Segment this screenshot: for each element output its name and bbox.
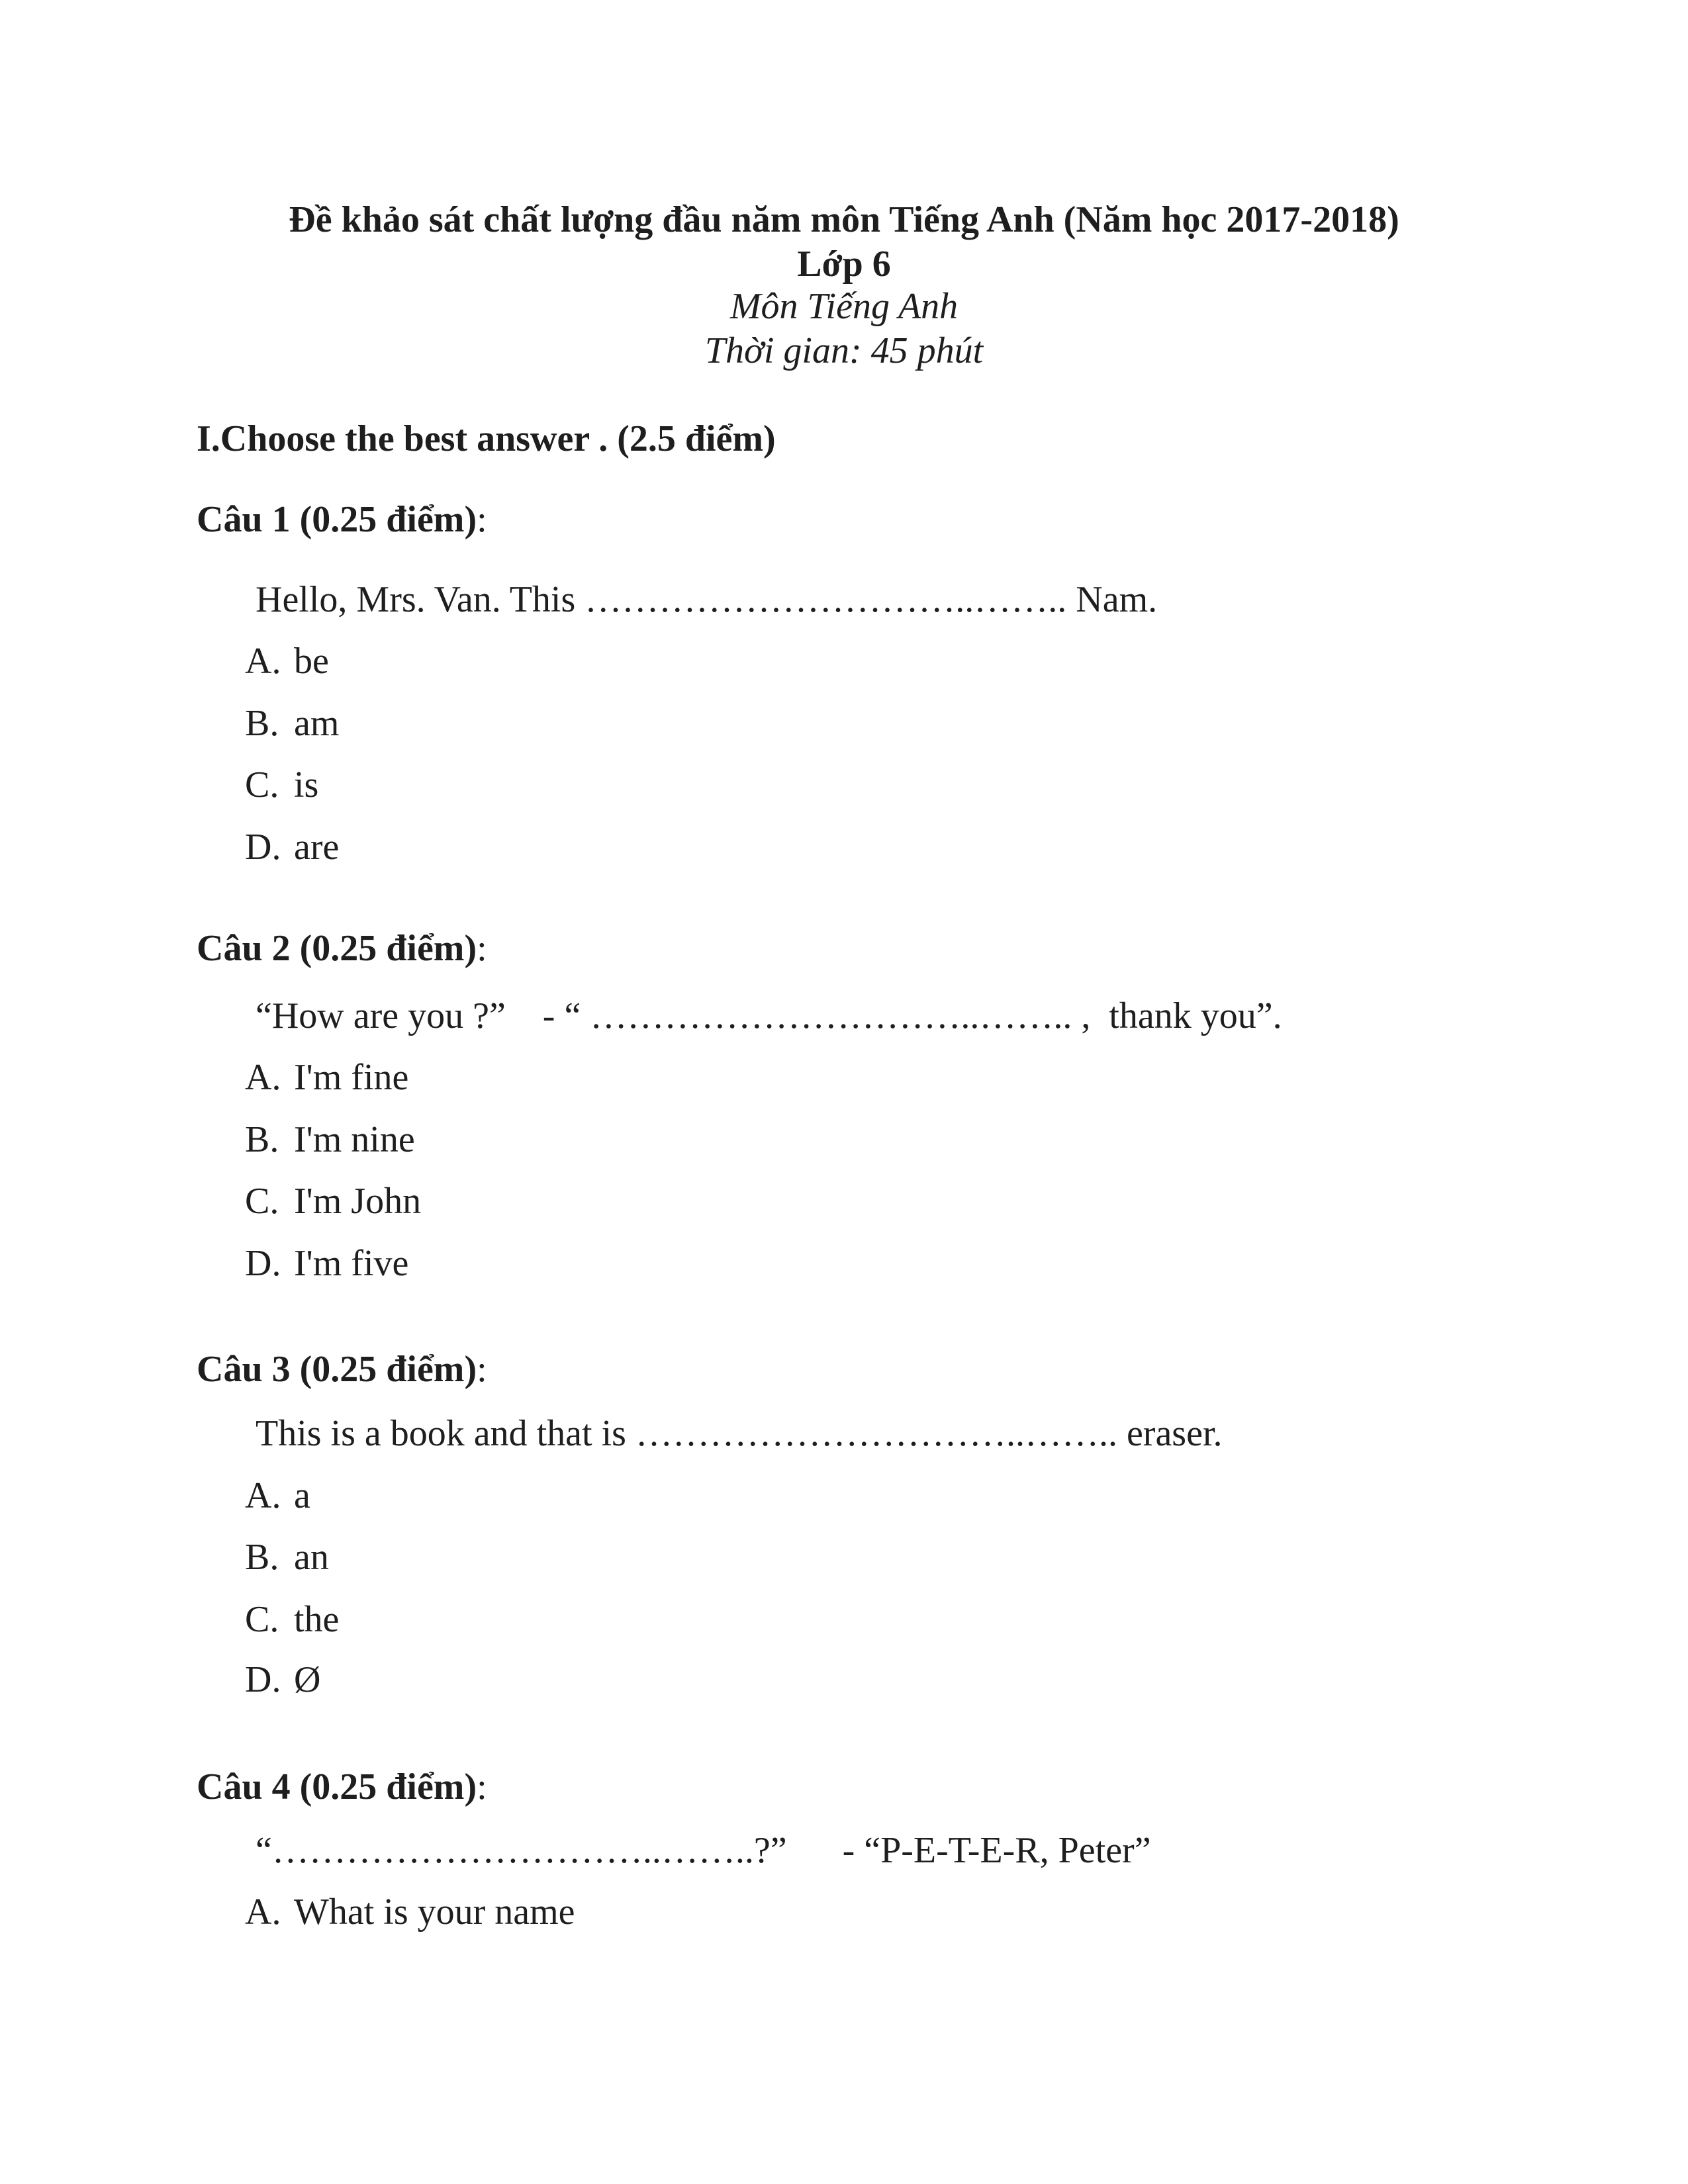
option-letter: B. bbox=[245, 1537, 279, 1578]
question-4-label bbox=[197, 1764, 487, 1810]
colon: : bbox=[477, 1349, 487, 1390]
grade-heading: Lớp 6 bbox=[797, 244, 891, 285]
option-1a[interactable] bbox=[245, 638, 329, 684]
option-letter: A. bbox=[245, 1891, 281, 1933]
option-letter: A. bbox=[245, 641, 281, 682]
option-text: What is your name bbox=[294, 1891, 575, 1933]
option-letter: D. bbox=[245, 1659, 281, 1700]
question-3-text: This is a book and that is …………………………..…….. eraser. bbox=[256, 1413, 1223, 1454]
question-4-text: “…………………………..……..?” - “P-E-T-E-R, Peter” bbox=[256, 1830, 1151, 1871]
option-text: I'm John bbox=[294, 1181, 422, 1222]
option-letter: A. bbox=[245, 1057, 281, 1098]
option-text: the bbox=[294, 1599, 340, 1640]
option-4a[interactable] bbox=[245, 1889, 575, 1935]
question-2-text: “How are you ?” - “ …………………………..…….. , thank you”. bbox=[256, 995, 1282, 1036]
subject-subtitle: Môn Tiếng Anh bbox=[729, 286, 959, 327]
option-3a[interactable] bbox=[245, 1473, 310, 1519]
option-2c[interactable] bbox=[245, 1178, 421, 1224]
option-letter: C. bbox=[245, 764, 279, 805]
option-1d[interactable] bbox=[245, 824, 339, 870]
document-title: Đề khảo sát chất lượng đầu năm môn Tiếng Anh (Năm học 2017-2018) bbox=[289, 199, 1399, 240]
colon: : bbox=[477, 499, 487, 540]
option-text: am bbox=[294, 703, 340, 744]
option-letter: D. bbox=[245, 827, 281, 868]
option-letter: C. bbox=[245, 1599, 279, 1640]
option-text: an bbox=[294, 1537, 329, 1578]
option-2b[interactable] bbox=[245, 1116, 415, 1163]
question-2-label bbox=[197, 925, 487, 972]
question-label: Câu 4 (0.25 điểm) bbox=[197, 1766, 477, 1807]
section-heading: I.Choose the best answer . (2.5 điểm) bbox=[197, 418, 776, 459]
colon: : bbox=[477, 1766, 487, 1807]
option-letter: D. bbox=[245, 1243, 281, 1284]
option-letter: B. bbox=[245, 703, 279, 744]
option-text: are bbox=[294, 827, 340, 868]
option-3b[interactable] bbox=[245, 1534, 329, 1580]
option-text: Ø bbox=[294, 1659, 321, 1700]
option-2d[interactable] bbox=[245, 1240, 408, 1287]
option-letter: B. bbox=[245, 1119, 279, 1160]
option-text: is bbox=[294, 764, 319, 805]
question-label: Câu 1 (0.25 điểm) bbox=[197, 499, 477, 540]
option-text: a bbox=[294, 1475, 310, 1516]
option-1b[interactable] bbox=[245, 700, 339, 747]
option-2a[interactable] bbox=[245, 1054, 408, 1101]
option-3c[interactable] bbox=[245, 1596, 339, 1643]
question-1-label bbox=[197, 496, 487, 543]
option-text: I'm nine bbox=[294, 1119, 415, 1160]
option-text: be bbox=[294, 641, 329, 682]
option-letter: C. bbox=[245, 1181, 279, 1222]
option-text: I'm five bbox=[294, 1243, 409, 1284]
option-letter: A. bbox=[245, 1475, 281, 1516]
question-label: Câu 3 (0.25 điểm) bbox=[197, 1349, 477, 1390]
question-3-label bbox=[197, 1346, 487, 1392]
colon: : bbox=[477, 928, 487, 969]
option-3d[interactable] bbox=[245, 1657, 320, 1703]
option-1c[interactable] bbox=[245, 762, 318, 808]
option-text: I'm fine bbox=[294, 1057, 409, 1098]
question-label: Câu 2 (0.25 điểm) bbox=[197, 928, 477, 969]
question-1-text: Hello, Mrs. Van. This …………………………..…….. Nam. bbox=[256, 579, 1158, 620]
time-subtitle: Thời gian: 45 phút bbox=[704, 330, 984, 371]
